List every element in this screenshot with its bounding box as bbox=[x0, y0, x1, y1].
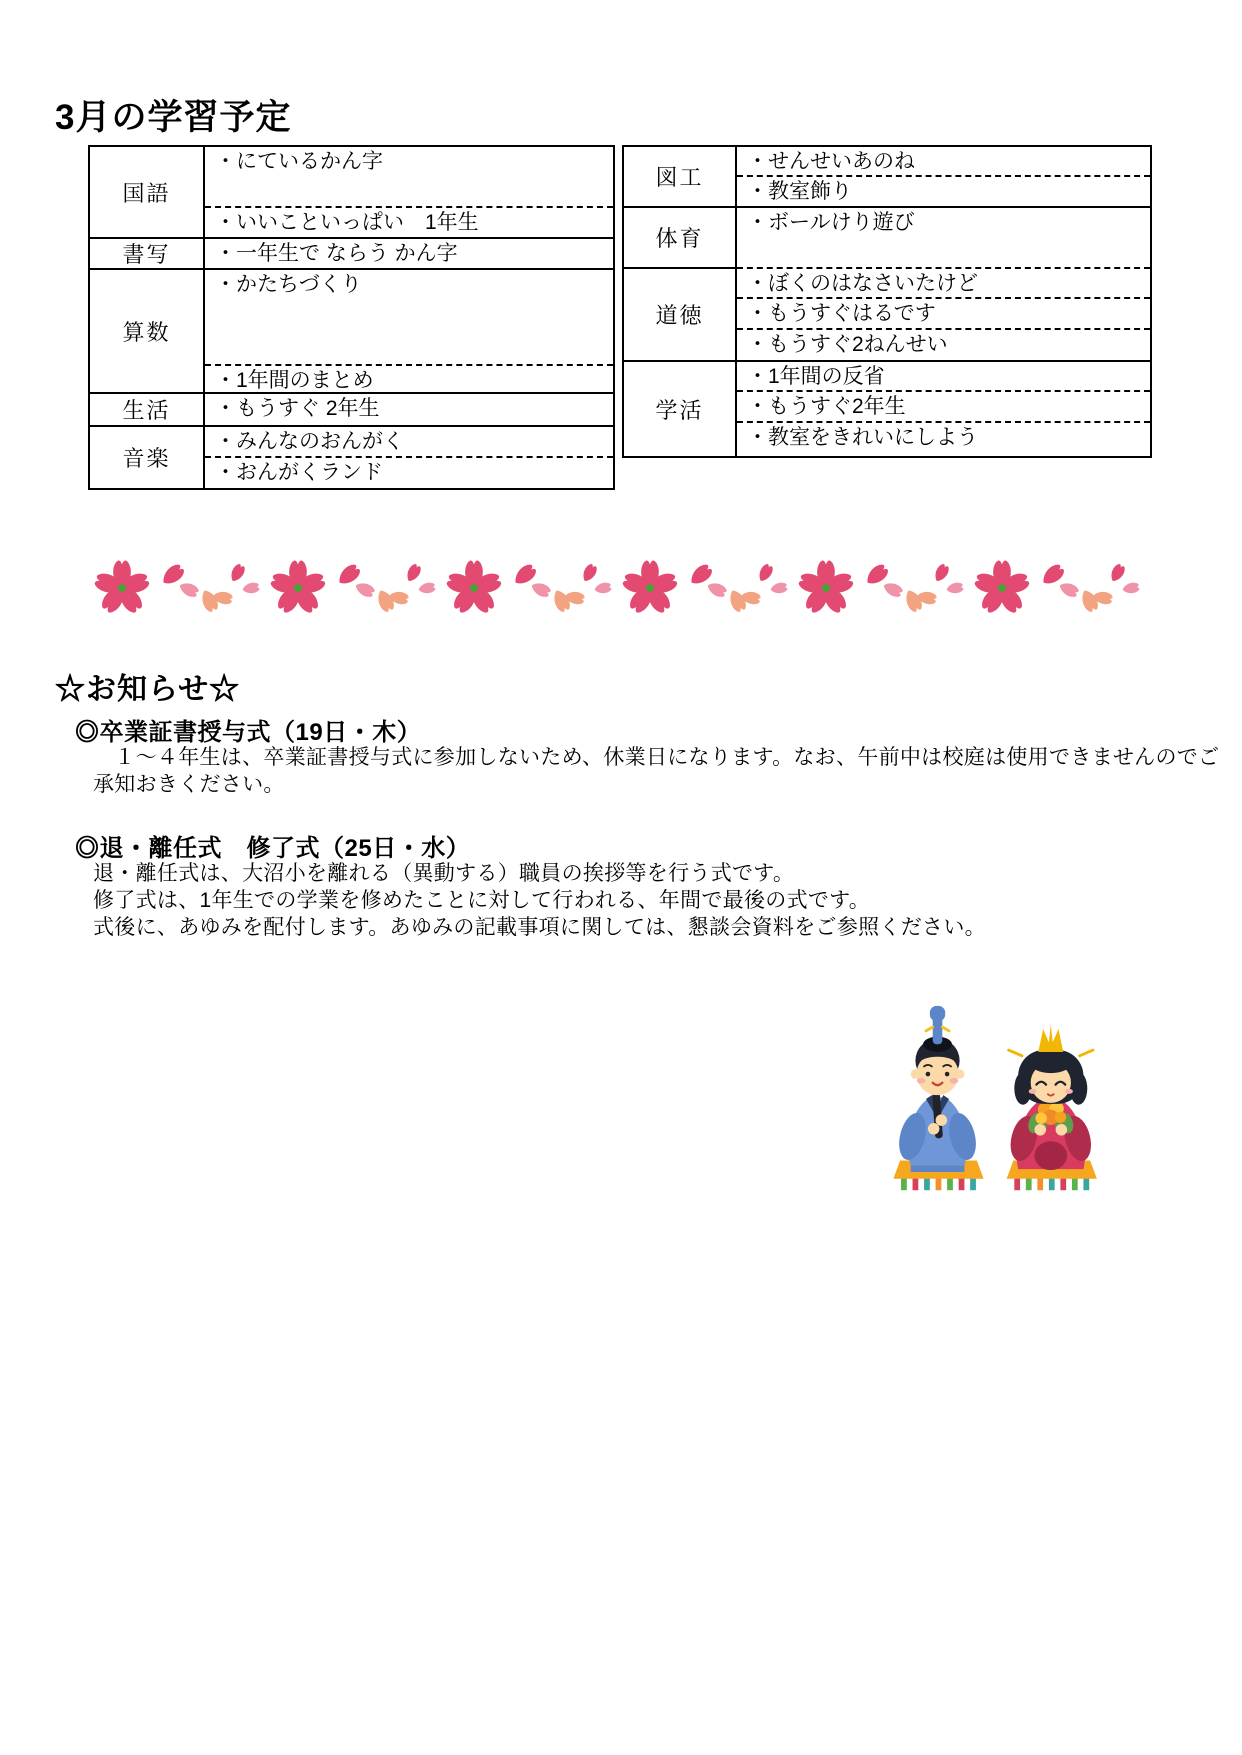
sakura-border-decoration bbox=[90, 556, 1150, 620]
subject-cell: 学活 bbox=[624, 362, 737, 456]
announcement-line: 退・離任式は、大沼小を離れる（異動する）職員の挨拶等を行う式です。 bbox=[93, 862, 795, 885]
announcement-line: １～４年生は、卒業証書授与式に参加しないため、休業日になります。なお、午前中は校庭は使用できませんのでご bbox=[93, 746, 1220, 769]
schedule-item: ・ぼくのはなさいたけど bbox=[737, 269, 1150, 299]
table-row bbox=[90, 394, 613, 427]
schedule-item: ・おんがくランド bbox=[215, 461, 383, 484]
schedule-item: ・もうすぐ 2年生 bbox=[205, 394, 613, 427]
schedule-item: ・いいこといっぱい 1年生 bbox=[205, 208, 613, 239]
subject-cell: 算数 bbox=[90, 270, 205, 394]
schedule-item: ・一年生で ならう かん字 bbox=[205, 239, 613, 270]
schedule-item: ・もうすぐ2年生 bbox=[737, 392, 1150, 423]
announcement-line: 承知おきください。 bbox=[93, 773, 285, 796]
schedule-item: ・みんなのおんがく bbox=[205, 427, 613, 458]
announcement-title-closing: ◎退・離任式 修了式（25日・水） bbox=[75, 835, 471, 862]
schedule-item: ・1年間のまとめ bbox=[205, 366, 613, 394]
sakura-flowers-and-petals-icon bbox=[90, 556, 1150, 620]
subject-cell: 道徳 bbox=[624, 269, 737, 362]
schedule-item: ・せんせいあのね bbox=[737, 147, 1150, 177]
subject-cell: 音楽 bbox=[90, 427, 205, 488]
subject-cell: 生活 bbox=[90, 394, 205, 427]
schedule-table-right bbox=[622, 145, 1152, 458]
subject-cell: 体育 bbox=[624, 208, 737, 269]
schedule-item: ・教室飾り bbox=[737, 177, 1150, 208]
table-row bbox=[624, 147, 1150, 208]
table-row bbox=[624, 269, 1150, 362]
schedule-item: ・教室をきれいにしよう bbox=[747, 426, 978, 449]
announcements-heading: ☆お知らせ☆ bbox=[55, 673, 241, 706]
schedule-item: ・もうすぐ2ねんせい bbox=[737, 330, 1150, 362]
schedule-item: ・かたちづくり bbox=[205, 270, 613, 366]
hina-dolls-illustration bbox=[878, 1000, 1118, 1199]
schedule-item: ・ボールけり遊び bbox=[737, 208, 1150, 269]
subject-cell: 国語 bbox=[90, 147, 205, 239]
schedule-item: ・1年間の反省 bbox=[737, 362, 1150, 392]
announcement-title-graduation: ◎卒業証書授与式（19日・木） bbox=[75, 719, 422, 746]
hina-dolls-icon bbox=[878, 1000, 1118, 1199]
table-row bbox=[90, 239, 613, 270]
subject-cell: 図工 bbox=[624, 147, 737, 208]
table-row bbox=[90, 147, 613, 239]
page-title: 3月の学習予定 bbox=[55, 98, 292, 137]
schedule-table-left bbox=[88, 145, 615, 490]
announcement-body-closing bbox=[93, 860, 1153, 941]
announcement-line: 修了式は、1年生での学業を修めたことに対して行われる、年間で最後の式です。 bbox=[93, 889, 871, 912]
table-row bbox=[624, 208, 1150, 269]
table-row bbox=[90, 427, 613, 488]
table-row bbox=[624, 362, 1150, 456]
schedule-item: ・もうすぐはるです bbox=[737, 299, 1150, 330]
announcement-body-graduation bbox=[93, 744, 1220, 798]
announcement-line: 式後に、あゆみを配付します。あゆみの記載事項に関しては、懇談会資料をご参照ください。 bbox=[93, 916, 986, 939]
table-row bbox=[90, 270, 613, 394]
schedule-item: ・にているかん字 bbox=[205, 147, 613, 208]
subject-cell: 書写 bbox=[90, 239, 205, 270]
